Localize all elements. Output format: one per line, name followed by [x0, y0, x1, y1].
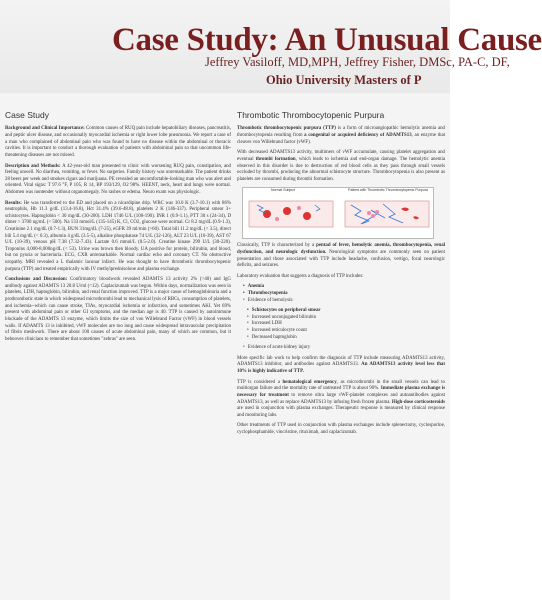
- conclusions-paragraph: [5, 277, 231, 343]
- lab-intro: Laboratory evaluation that suggests a diagnosis of TTP includes:: [237, 273, 364, 279]
- patho-bold: thrombi formation: [255, 156, 296, 162]
- treat-text-1: TTP is considered a: [237, 379, 283, 385]
- hemolysis-item: • Increased unconjugated bilirubin: [247, 315, 445, 322]
- pentad-paragraph: [237, 243, 445, 269]
- author-line: Jeffrey Vasiloff, MD,MPH, Jeffrey Fisher, DMSc, PA-C, DF,: [205, 55, 510, 69]
- treatment-paragraph: [237, 380, 445, 420]
- description-text: A 42-year-old man presented to clinic with worsening RUQ pain, constipation, and feeling unwell. No diarrhea, vomiting, or fever. No surgeries. Family history was unremarkable. The patient drinks 28 beers per week and smokes cigars and marijuana. PE revealed an uncomfortable-looking man who was alert and oriented. Vital signs: T 97.6 °F, P 105, R 14, BP 193/129, O2 98%. HEENT, neck, heart and lungs were normal. Abdomen was nontender without organomegaly. No rashes or edema. Neuro exam was physiologic.: [5, 163, 231, 195]
- lab-item: • Evidence of acute kidney injury: [243, 345, 445, 352]
- normal-vessel-illustration: [247, 191, 335, 235]
- patho-text-1: With decreased ADAMTS13 activity, multimers of vWF accumulate, causing platelet aggregation and eventual: [237, 150, 445, 162]
- poster-title: Case Study: An Unusual Cause: [112, 22, 542, 58]
- poster-body: [0, 93, 450, 600]
- results-label: Results:: [5, 200, 22, 206]
- description-label: Description and Methods:: [5, 163, 61, 169]
- other-treatments-paragraph: Other treatments of TTP used in conjunction with plasma exchanges include splenectomy, cyclosporine, cyclophosphamide, vincristine, rituximab, and caplacizumab.: [237, 423, 445, 435]
- hemolysis-sublist: [247, 308, 445, 341]
- figure-caption-normal: Normal Subject: [271, 188, 295, 193]
- background-text: Common causes of RUQ pain include hepatobiliary diseases, pancreatitis, and peptic ulcer disease, and occasionally myocardial ischemia or right lower lobe pneumonia. We report a case of a man who complained of abdominal pain who was found to have no disease within the abdominal or thoracic cavities. It is important to conduct a thorough evaluation of patients with abdominal pain so that uncommon life-threatening diseases are not missed.: [5, 126, 231, 158]
- hemolysis-item: • Decreased haptoglobin: [247, 335, 445, 342]
- ttp-term: Thrombotic thrombocytopenic purpura (TTP): [237, 126, 336, 132]
- treat-text-3: to remove ultra large vWF-platelet complexes and autoantibodies against ADAMTS13, as well as replace ADAMTS13 by infusing fresh frozen plasma.: [237, 392, 446, 405]
- lab-criteria-list: [243, 284, 445, 304]
- ttp-column: [237, 110, 445, 441]
- pathophysiology-paragraph: [237, 150, 445, 183]
- poster-header: [0, 0, 542, 93]
- vwf-diagram: [242, 187, 434, 239]
- treat-text-2: , as microthrombi in the small vessels can lead to multiorgan failure and the mortality rate of untreated TTP is about 90%.: [237, 379, 445, 392]
- pentad-bold: pentad of fever, hemolytic anemia, thrombocytopenia, renal dysfunction, and neurologic dysfunction.: [237, 243, 445, 255]
- ttp-def-text-1: is a form of microangiopathic hemolytic anemia and thrombocytopenia resulting from: [237, 126, 445, 139]
- ttp-def-text-2: , an enzyme that cleaves von Willebrand factor (vWF).: [237, 133, 445, 145]
- lab-item: • Anemia: [243, 284, 445, 291]
- treat-bold-3: High-dose corticosteroids: [391, 399, 445, 405]
- hemolysis-item: • Schistocytes on peripheral smear: [247, 308, 445, 315]
- conclusions-label: Conclusions and Discussion:: [5, 277, 68, 283]
- description-paragraph: [5, 164, 231, 197]
- ttp-def-bold: a congenital or acquired deficiency of ADAMTS13: [304, 133, 412, 139]
- hemolysis-item: • Increased LDH: [247, 321, 445, 328]
- lab-item: • Evidence of hemolysis:: [243, 298, 445, 305]
- lab-item: • Thrombocytopenia: [243, 291, 445, 298]
- hemolysis-item: • Increased reticulocyte count: [247, 328, 445, 335]
- case-study-heading: Case Study: [5, 110, 49, 120]
- patho-text-2: , which leads to ischemia and end-organ damage. The hemolytic anemia observed in this disorder is due to destruction of red blood cells as they pass through small vessels occluded by thrombi, producing the abnormal schistocyte structure. Thrombocytopenia is also present as platelets are consumed during thrombi formation.: [237, 156, 445, 182]
- ttp-vessel-illustration: [343, 191, 431, 235]
- background-paragraph: [5, 126, 231, 159]
- treat-bold-2: Immediate plasma exchange is necessary for treatment: [237, 386, 446, 398]
- adamts13-paragraph: [237, 356, 445, 376]
- adamts13-text: More specific lab work to help confirm the diagnosis of TTP include measuring ADAMTS13 activity, ADAMTS13 inhibitor, and antibodies against ADAMTS13.: [237, 355, 445, 368]
- institution-line: Ohio University Masters of P: [266, 73, 422, 87]
- figure-caption-ttp: Patient with Thrombotic Thrombocytopenic Purpura: [348, 188, 428, 193]
- ttp-definition-paragraph: [237, 126, 445, 146]
- ttp-heading: Thrombotic Thrombocytopenic Purpura: [237, 110, 385, 120]
- treat-text-4: are used in conjunction with plasma exchanges. Therapeutic response is measured by clinical response and monitoring labs.: [237, 406, 445, 418]
- lab-criteria-list-2: [243, 345, 445, 352]
- background-label: Background and Clinical Importance:: [5, 126, 85, 132]
- adamts13-bold: An ADAMTS13 activity level less that 10% is highly indicative of TTP.: [237, 362, 445, 375]
- treat-bold-1: hematological emergency: [282, 379, 337, 385]
- pentad-text-2: Neurological symptoms are commonly seen on patient presentation and those associated with TTP include headache, confusion, vertigo, focal neurologic deficits, and seizures.: [237, 249, 445, 269]
- conclusions-text: Confirmatory bloodwork revealed ADAMTS 13 activity 2% (>40) and IgG antibody against ADAMTS 13 20.8 U/ml (<12). Caplacizumab was begun. Within days, normalization was seen in platelets, LDH, haptoglobin, bilirubin, and renal function improved. TTP is a major cause of hemoglobinuria and a prothrombotic state in which widespread microthrombi lead to mechanical lysis of RBCs, consumption of platelets, and ischemia--which can cause stroke, TIAs, myocardial ischemia or infarction, and sometimes AKI. Yet 69% present with abdominal pain or other GI symptoms, and the median age is 40. TTP is caused by autoimmune blockade of the ADAMTS 13 enzyme, which limits the size of von Willebrand Factor (vWF) in blood vessels walls. If ADAMTS 13 is inhibited, vWF molecules are too long and cause widespread intravascular precipitation of fibrin meshwork. There are about 100 causes of acute abdominal pain, many of which are common, but it behooves clinicians to remember that sometimes "zebras" are seen.: [5, 277, 232, 342]
- case-study-column: [5, 110, 231, 347]
- results-paragraph: [5, 201, 231, 274]
- pentad-text-1: Classically, TTP is characterized by a: [237, 243, 317, 249]
- results-text: He was transferred to the ED and placed on a nicardipine drip. WBC was 10.0 K (3.7-10.1) with 86% neutrophils, Hb 11.3 g/dL (13.4-16.8), Hct 31.4% (39.6-48.8), platelets 2 K (146-337). Peripheral smear 3+ schistocytes. Haptoglobin < 30 mg/dL (30-200). LDH 1746 U/L (100-190). INR 1 (0.9-1.1), PTT 30 s (24-34), D dimer > 3700 ng/mL (< 500). Na 133 mmol/L (135-145) K, Cl, CO2, glucose were normal. Cr 8.2 mg/dL (0.9-1.3), Creatinine 2.1 mg/dL (0.7-1.3), BUN 31mg/dL (7-25), eGFR 39 ml/min (>60). Total bili 11.2 mg/dL (< 3.5), direct bili 5.4 mg/dL (< 0.3), albumin 4 g/dL (3.5-5), alkaline phosphatase 74 U/L (32-126), ALT 23 U/L (10-39), AST 67 U/L (10-39), venous pH 7.38 (7.32-7.43). Lactate 0.6 mmol/L (0.5-2.0). Creatine kinase 299 U/L (30-220). Troponins 4,000-8,000ng/dL (< 53). Urine was brown then bloody. UA positive for protein, bilirubin, and blood, but no pyuria or bacteriuria. ECG, CXR unremarkable. Normal cardiac echo and coronary CT. No obstructive uropathy. MRI revealed a L thalamic lacunar infarct. He was thought to have thrombotic thrombocytopenic purpura (TTP) and treated empirically with IV methylprednisolone and plasma exchange.: [5, 200, 231, 272]
